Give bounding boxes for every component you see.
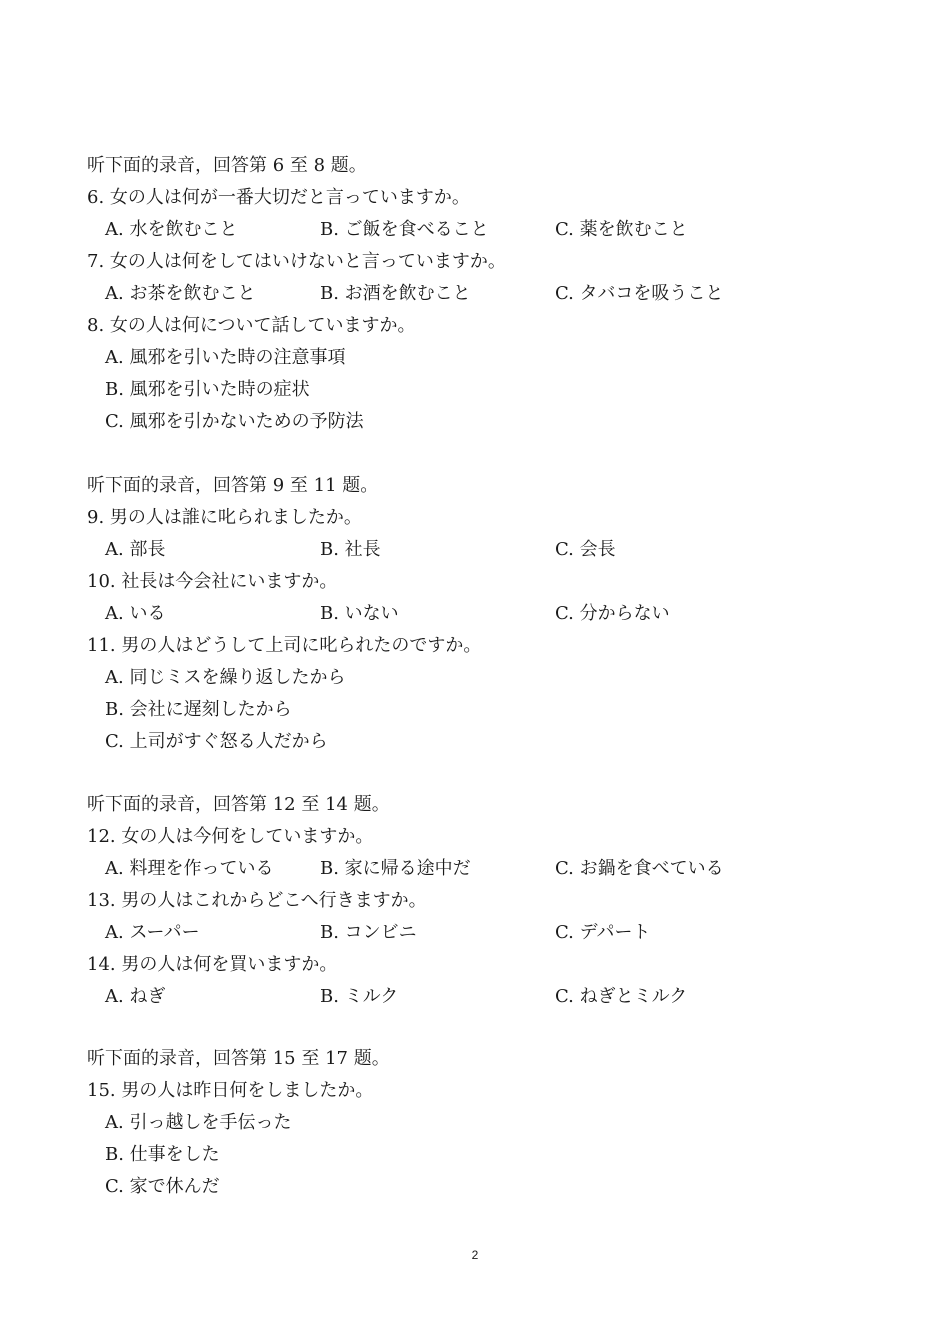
- option-c: C. 上司がすぐ怒る人だから: [105, 731, 328, 752]
- section-header: [0, 789, 950, 821]
- question-11-option-a-line: [0, 662, 950, 694]
- section-header-text: 听下面的录音，回答第 6 至 8 题。: [87, 155, 367, 176]
- option-c: C. 家で休んだ: [105, 1176, 220, 1197]
- question-11-option-c-line: [0, 726, 950, 758]
- question-11-option-b-line: [0, 694, 950, 726]
- question-12-options: [0, 853, 950, 885]
- question-10: [0, 566, 950, 598]
- question-15: [0, 1075, 950, 1107]
- question-9-options: [0, 534, 950, 566]
- question-text: 10. 社長は今会社にいますか。: [87, 571, 338, 592]
- option-c: C. タバコを吸うこと: [555, 283, 724, 304]
- option-a: A. 同じミスを繰り返したから: [105, 667, 346, 688]
- question-11: [0, 630, 950, 662]
- option-b: B. 社長: [320, 539, 381, 560]
- question-9: [0, 502, 950, 534]
- option-b: B. ミルク: [320, 986, 399, 1007]
- option-c: C. デパート: [555, 922, 651, 943]
- option-a: A. 水を飲むこと: [105, 219, 238, 240]
- question-text: 7. 女の人は何をしてはいけないと言っていますか。: [87, 251, 506, 272]
- option-a: A. ねぎ: [105, 986, 166, 1007]
- section-header-text: 听下面的录音，回答第 15 至 17 题。: [87, 1048, 390, 1069]
- option-a: A. 風邪を引いた時の注意事項: [105, 347, 346, 368]
- question-12: [0, 821, 950, 853]
- question-6-options: [0, 214, 950, 246]
- question-7: [0, 246, 950, 278]
- section-header-text: 听下面的录音，回答第 12 至 14 题。: [87, 794, 390, 815]
- option-c: C. 会長: [555, 539, 616, 560]
- question-15-option-b-line: [0, 1139, 950, 1171]
- question-text: 9. 男の人は誰に叱られましたか。: [87, 507, 362, 528]
- option-a: A. スーパー: [105, 922, 200, 943]
- section-header: [0, 150, 950, 182]
- question-13: [0, 885, 950, 917]
- option-c: C. 風邪を引かないための予防法: [105, 411, 364, 432]
- option-c: C. 薬を飲むこと: [555, 219, 688, 240]
- option-a: A. 料理を作っている: [105, 858, 274, 879]
- question-7-options: [0, 278, 950, 310]
- question-8-option-b-line: [0, 374, 950, 406]
- option-c: C. ねぎとミルク: [555, 986, 688, 1007]
- option-b: B. ご飯を食べること: [320, 219, 489, 240]
- question-13-options: [0, 917, 950, 949]
- question-10-options: [0, 598, 950, 630]
- option-b: B. 風邪を引いた時の症状: [105, 379, 310, 400]
- option-b: B. 仕事をした: [105, 1144, 220, 1165]
- question-14-options: [0, 981, 950, 1013]
- option-b: B. 会社に遅刻したから: [105, 699, 292, 720]
- section-header: [0, 1043, 950, 1075]
- option-c: C. 分からない: [555, 603, 670, 624]
- question-text: 6. 女の人は何が一番大切だと言っていますか。: [87, 187, 470, 208]
- option-b: B. 家に帰る途中だ: [320, 858, 471, 879]
- question-text: 8. 女の人は何について話していますか。: [87, 315, 416, 336]
- option-b: B. コンビニ: [320, 922, 417, 943]
- question-text: 12. 女の人は今何をしていますか。: [87, 826, 374, 847]
- question-text: 15. 男の人は昨日何をしましたか。: [87, 1080, 374, 1101]
- question-15-option-a-line: [0, 1107, 950, 1139]
- question-15-option-c-line: [0, 1171, 950, 1203]
- question-14: [0, 949, 950, 981]
- section-header: [0, 470, 950, 502]
- question-text: 11. 男の人はどうして上司に叱られたのですか。: [87, 635, 482, 656]
- question-8: [0, 310, 950, 342]
- option-a: A. いる: [105, 603, 166, 624]
- section-header-text: 听下面的录音，回答第 9 至 11 题。: [87, 475, 379, 496]
- question-8-option-a-line: [0, 342, 950, 374]
- question-8-option-c-line: [0, 406, 950, 438]
- question-6: [0, 182, 950, 214]
- option-b: B. いない: [320, 603, 399, 624]
- option-a: A. お茶を飲むこと: [105, 283, 256, 304]
- question-text: 14. 男の人は何を買いますか。: [87, 954, 338, 975]
- option-a: A. 部長: [105, 539, 166, 560]
- option-c: C. お鍋を食べている: [555, 858, 724, 879]
- page-number: 2: [471, 1248, 479, 1262]
- question-text: 13. 男の人はこれからどこへ行きますか。: [87, 890, 427, 911]
- option-a: A. 引っ越しを手伝った: [105, 1112, 292, 1133]
- option-b: B. お酒を飲むこと: [320, 283, 471, 304]
